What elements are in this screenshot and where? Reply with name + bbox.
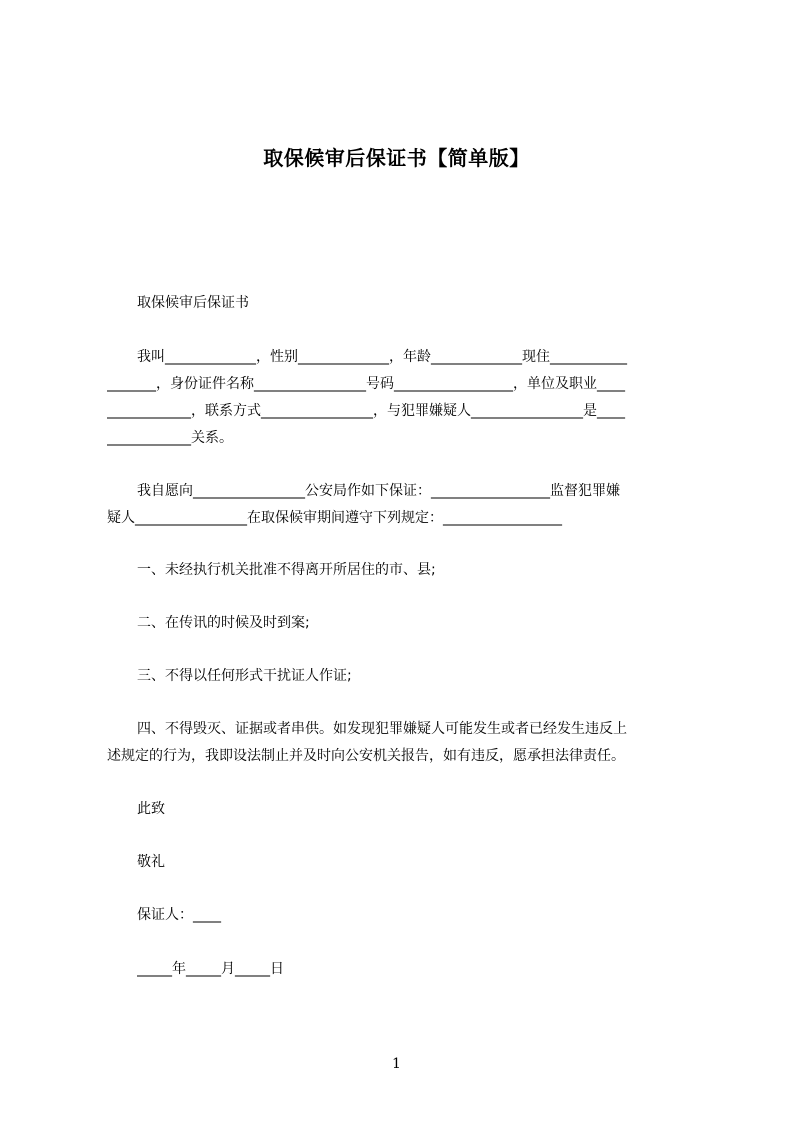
paragraph1-line4: ____________关系。 (107, 430, 233, 446)
paragraph1-line2: _______，身份证件名称________________号码_________________，单位及职业____ (107, 376, 625, 392)
paragraph2-line2: 疑人________________在取保候审期间遵守下列规定：_________________ (107, 510, 562, 526)
rule-3: 三、不得以任何形式干扰证人作证; (137, 668, 352, 684)
page-number: 1 (392, 1056, 401, 1072)
document-title: 取保候审后保证书【简单版】 (263, 146, 530, 170)
closing-greeting-1: 此致 (137, 801, 165, 817)
rule-4-line2: 述规定的行为，我即设法制止并及时向公安机关报告，如有违反，愿承担法律责任。 (107, 748, 625, 764)
rule-4-line1: 四、不得毁灭、证据或者串供。如发现犯罪嫌疑人可能发生或者已经发生违反上 (137, 721, 627, 737)
closing-greeting-2: 敬礼 (137, 854, 165, 870)
rule-2: 二、在传讯的时候及时到案; (137, 615, 310, 631)
date-line: _____年_____月_____日 (137, 961, 284, 977)
rule-1: 一、未经执行机关批准不得离开所居住的市、县; (137, 562, 436, 578)
paragraph1-line3: ____________，联系方式________________，与犯罪嫌疑人________________是____ (107, 403, 625, 419)
guarantor-signature-line: 保证人：____ (137, 907, 221, 923)
subtitle: 取保候审后保证书 (137, 295, 249, 311)
paragraph1-line1: 我叫_____________，性别_____________，年龄_____________现住___________ (137, 349, 627, 365)
paragraph2-line1: 我自愿向________________公安局作如下保证：_________________监督犯罪嫌 (137, 483, 620, 499)
